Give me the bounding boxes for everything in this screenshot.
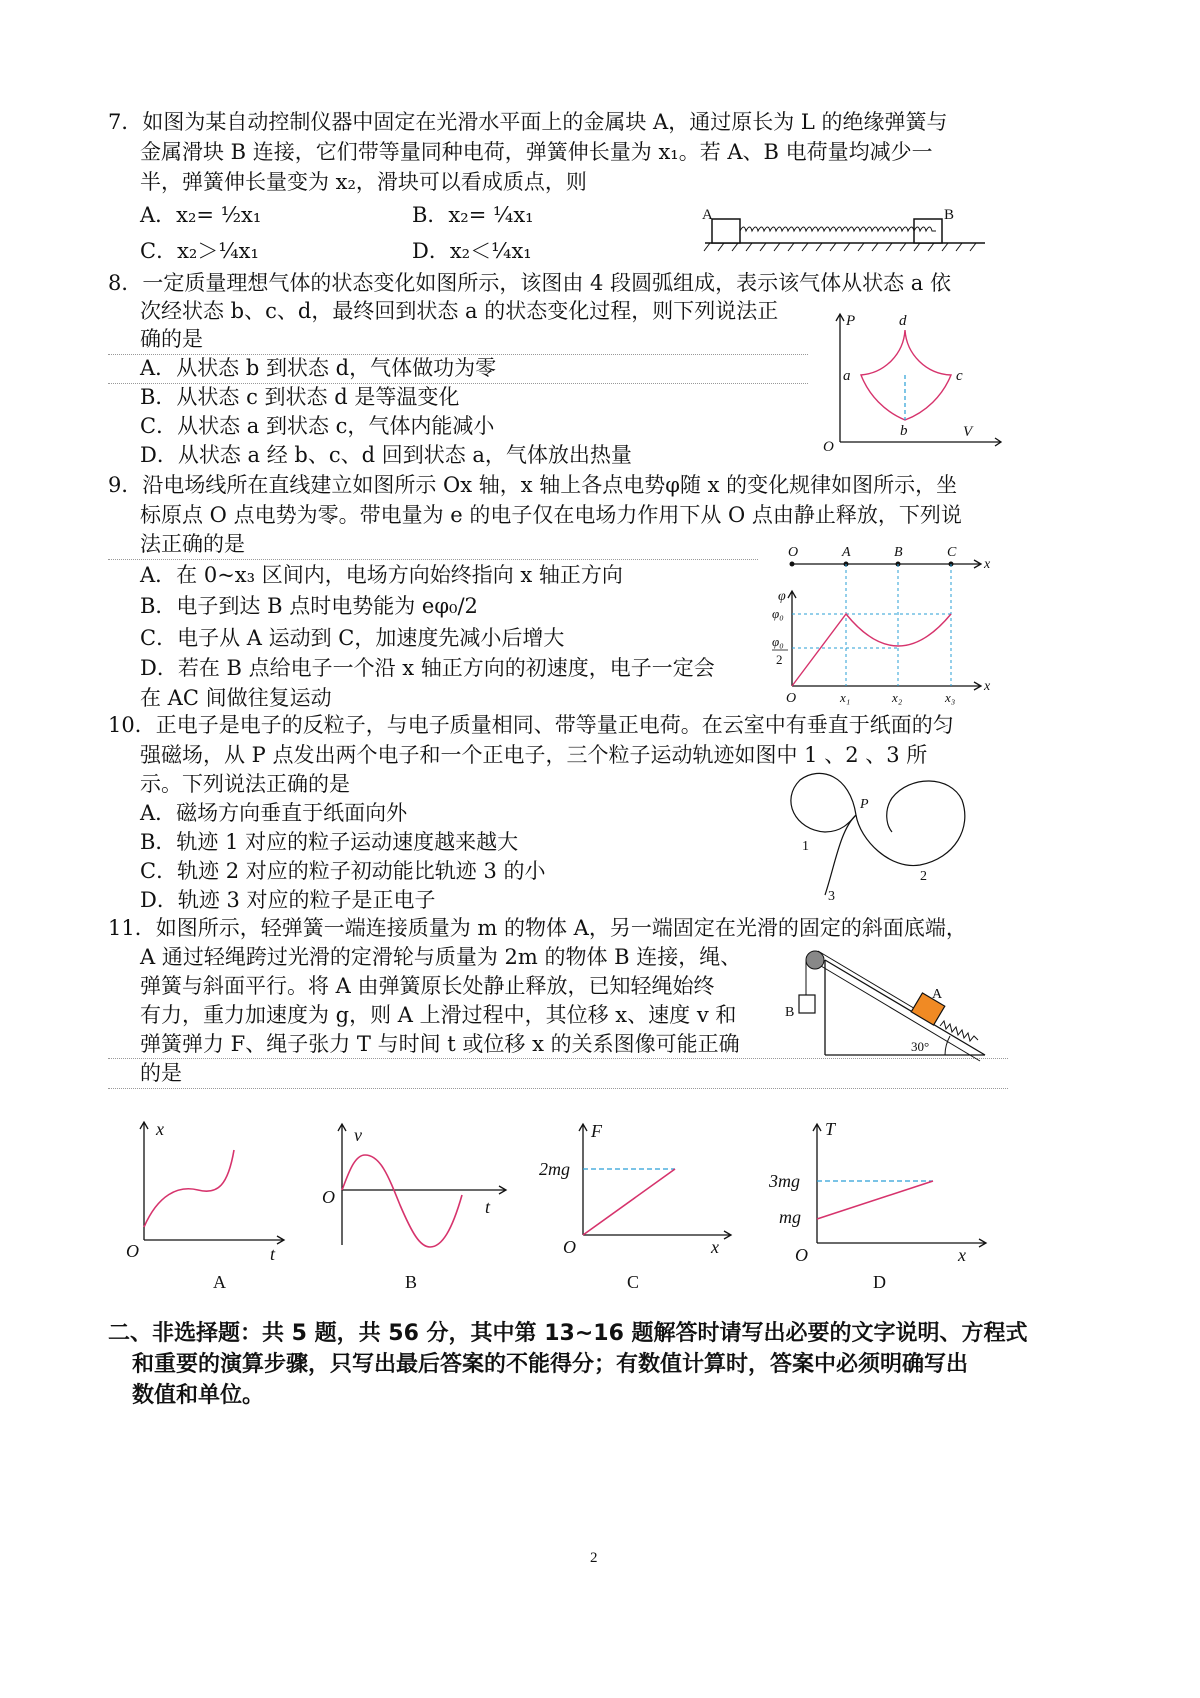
track-3 <box>825 815 856 895</box>
divider <box>108 1088 1008 1089</box>
q10-trajectory-figure <box>780 770 990 910</box>
graph-d <box>765 1115 990 1295</box>
label-c: c <box>956 368 963 384</box>
q9-option-b: B．电子到达 B 点时电势能为 eφ₀/2 <box>140 594 478 618</box>
label-x-top: x <box>984 557 991 572</box>
graph-a-caption: A <box>213 1272 226 1292</box>
page-number: 2 <box>590 1550 598 1566</box>
label-b: b <box>900 423 908 439</box>
q9-option-a: A．在 0~x₃ 区间内，电场方向始终指向 x 轴正方向 <box>140 563 623 587</box>
label-a: A <box>932 987 943 1002</box>
q11-incline-figure <box>785 940 990 1060</box>
label-x1: x₁ <box>840 690 851 705</box>
label-angle: 30° <box>911 1039 930 1054</box>
label-x2: x₂ <box>892 690 903 705</box>
q7-option-b: B．x₂= ¼x₁ <box>412 203 534 227</box>
v-t-curve <box>342 1155 462 1247</box>
label-o-bottom: O <box>786 691 797 706</box>
q9-option-d-cont: 在 AC 间做往复运动 <box>140 686 332 710</box>
label-phi: φ <box>778 589 786 604</box>
q7-line-3: 半，弹簧伸长量变为 x₂，滑块可以看成质点，则 <box>140 170 587 194</box>
label-2: 2 <box>920 869 927 884</box>
graph-c <box>535 1115 735 1295</box>
q11-line-5: 弹簧弹力 F、绳子张力 T 与时间 t 或位移 x 的关系图像可能正确 <box>140 1032 740 1056</box>
state-cycle-curve <box>861 330 951 420</box>
q9-line-1: 9．沿电场线所在直线建立如图所示 Ox 轴，x 轴上各点电势φ随 x 的变化规律如图所示，坐 <box>108 473 958 497</box>
q10-option-a: A．磁场方向垂直于纸面向外 <box>140 801 408 825</box>
graph-d-ylabel: T <box>825 1119 836 1139</box>
label-half-phi0-den: 2 <box>776 652 783 667</box>
graph-b-origin: O <box>322 1187 335 1207</box>
q11-line-4: 有力，重力加速度为 g，则 A 上滑过程中，其位移 x、速度 v 和 <box>140 1003 737 1027</box>
block-b <box>914 219 942 243</box>
q9-line-3: 法正确的是 <box>140 532 245 556</box>
x-t-curve <box>144 1150 234 1227</box>
label-p: P <box>846 313 856 329</box>
q10-option-c: C．轨迹 2 对应的粒子初动能比轨迹 3 的小 <box>140 859 546 883</box>
label-a: A <box>842 545 851 560</box>
label-1: 1 <box>802 839 809 854</box>
q9-potential-figure <box>770 538 1000 708</box>
label-x3: x₃ <box>945 690 956 705</box>
graph-c-level: 2mg <box>539 1159 570 1179</box>
block-a <box>712 219 740 243</box>
q7-option-d: D．x₂＜¼x₁ <box>412 239 532 263</box>
q7-line-1: 7．如图为某自动控制仪器中固定在光滑水平面上的金属块 A，通过原长为 L 的绝缘弹簧与 <box>108 110 948 134</box>
label-v: V <box>963 424 973 440</box>
label-origin: O <box>823 439 834 455</box>
label-b: B <box>785 1005 795 1020</box>
label-b: B <box>944 207 955 223</box>
graph-c-origin: O <box>563 1237 576 1257</box>
q8-line-1: 8．一定质量理想气体的状态变化如图所示，该图由 4 段圆弧组成，表示该气体从状态 a 依 <box>108 271 951 295</box>
q8-line-3: 确的是 <box>140 327 203 351</box>
pulley <box>806 951 824 969</box>
section2-line-1: 二、非选择题：共 5 题，共 56 分，其中第 13~16 题解答时请写出必要的文字说明、方程式 <box>108 1321 1028 1346</box>
label-x-bottom: x <box>984 679 991 694</box>
graph-c-ylabel: F <box>591 1121 602 1141</box>
label-o-top: O <box>788 545 799 560</box>
q8-option-a: A．从状态 b 到状态 d，气体做功为零 <box>140 356 497 380</box>
graph-d-start: mg <box>779 1207 801 1227</box>
q7-option-a: A．x₂= ½x₁ <box>140 203 262 227</box>
graph-b-ylabel: v <box>354 1125 362 1145</box>
section2-line-3: 数值和单位。 <box>132 1383 265 1408</box>
label-half-phi0-num: φ₀ <box>772 634 784 649</box>
label-p: P <box>860 797 869 812</box>
graph-c-xlabel: x <box>711 1237 719 1257</box>
q10-line-2: 强磁场，从 P 点发出两个电子和一个正电子，三个粒子运动轨迹如图中 1 、2 、3 所 <box>140 743 928 767</box>
graph-d-xlabel: x <box>958 1245 966 1265</box>
f-x-line <box>583 1169 675 1235</box>
q8-option-d: D．从状态 a 经 b、c、d 回到状态 a，气体放出热量 <box>140 443 632 467</box>
q11-line-1: 11．如图所示，轻弹簧一端连接质量为 m 的物体 A，另一端固定在光滑的固定的斜面底端， <box>108 916 967 940</box>
label-a: a <box>843 368 851 384</box>
label-c: C <box>947 545 957 560</box>
q7-line-2: 金属滑块 B 连接，它们带等量同种电荷，弹簧伸长量为 x₁。若 A、B 电荷量均减少一 <box>140 140 933 164</box>
graph-d-caption: D <box>873 1272 886 1292</box>
spring <box>740 227 936 231</box>
q10-line-3: 示。下列说法正确的是 <box>140 772 350 796</box>
graph-d-level: 3mg <box>769 1171 800 1191</box>
q11-line-2: A 通过轻绳跨过光滑的定滑轮与质量为 2m 的物体 B 连接，绳、 <box>140 945 742 969</box>
graph-a-ylabel: x <box>156 1119 164 1139</box>
section2-line-2: 和重要的演算步骤，只写出最后答案的不能得分；有数值计算时，答案中必须明确写出 <box>132 1352 969 1377</box>
track-1 <box>791 773 856 832</box>
label-d: d <box>899 313 907 329</box>
potential-curve <box>792 614 951 686</box>
q7-option-c: C．x₂＞¼x₁ <box>140 239 259 263</box>
q11-line-3: 弹簧与斜面平行。将 A 由弹簧原长处静止释放，已知轻绳始终 <box>140 974 715 998</box>
t-x-line <box>817 1181 933 1219</box>
block-b <box>799 995 815 1013</box>
q10-option-b: B．轨迹 1 对应的粒子运动速度越来越大 <box>140 830 519 854</box>
q7-spring-figure <box>700 205 990 255</box>
label-3: 3 <box>828 889 835 904</box>
q8-line-2: 次经状态 b、c、d，最终回到状态 a 的状态变化过程，则下列说法正 <box>140 299 779 323</box>
q11-line-6: 的是 <box>140 1061 182 1085</box>
graph-a-xlabel: t <box>270 1244 276 1264</box>
q9-line-2: 标原点 O 点电势为零。带电量为 e 的电子仅在电场力作用下从 O 点由静止释放，下列说 <box>140 503 962 527</box>
q10-option-d: D．轨迹 3 对应的粒子是正电子 <box>140 888 436 912</box>
label-a: A <box>702 207 713 223</box>
graph-c-caption: C <box>627 1272 640 1292</box>
q8-option-b: B．从状态 c 到状态 d 是等温变化 <box>140 385 460 409</box>
q8-pv-figure <box>820 305 1005 455</box>
label-phi0: φ₀ <box>772 606 784 621</box>
q9-option-c: C．电子从 A 运动到 C，加速度先减小后增大 <box>140 626 565 650</box>
graph-a-origin: O <box>126 1241 139 1261</box>
q9-option-d: D．若在 B 点给电子一个沿 x 轴正方向的初速度，电子一定会 <box>140 656 715 680</box>
q10-line-1: 10．正电子是电子的反粒子，与电子质量相同、带等量正电荷。在云室中有垂直于纸面的匀 <box>108 713 954 737</box>
graph-b-xlabel: t <box>485 1197 491 1217</box>
graph-a <box>118 1115 298 1295</box>
graph-b <box>320 1115 510 1295</box>
q8-option-c: C．从状态 a 到状态 c，气体内能减小 <box>140 414 495 438</box>
graph-d-origin: O <box>795 1245 808 1265</box>
track-2 <box>856 781 965 866</box>
label-b: B <box>894 545 903 560</box>
graph-b-caption: B <box>405 1272 418 1292</box>
